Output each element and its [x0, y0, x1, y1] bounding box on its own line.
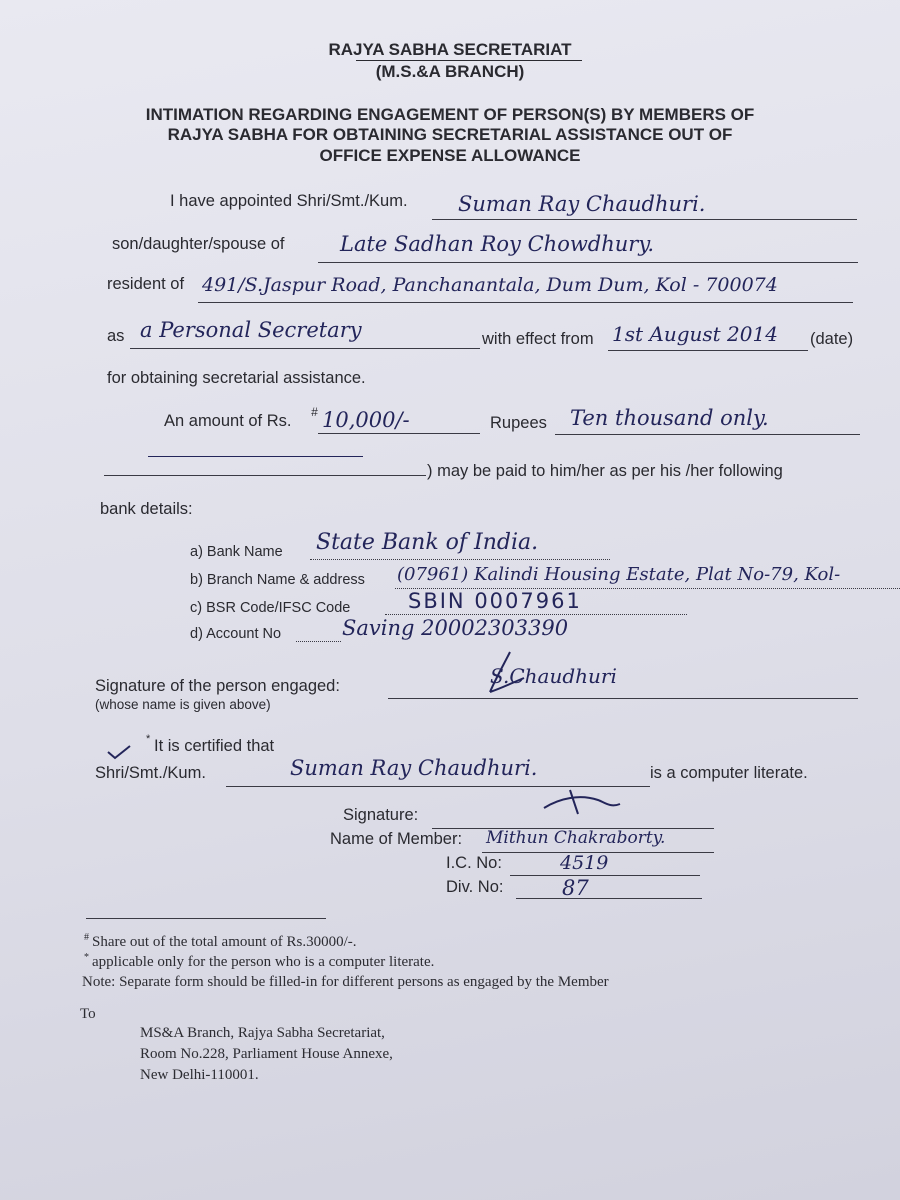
form-title-line-1: INTIMATION REGARDING ENGAGEMENT OF PERSON(S) BY MEMBERS OF	[145, 105, 755, 124]
note-text: Note: Separate form should be filled-in for different persons as engaged by the Member	[82, 974, 609, 990]
amount-marker: #	[311, 405, 318, 419]
relation-value: Late Sadhan Roy Chowdhury.	[340, 232, 655, 256]
org-name: RAJYA SABHA SECRETARIAT	[328, 40, 572, 59]
address-line-1: MS&A Branch, Rajya Sabha Secretariat,	[140, 1025, 385, 1041]
as-line	[130, 348, 480, 349]
address-line-3: New Delhi-110001.	[140, 1067, 259, 1083]
rupees-continuation-line	[104, 475, 426, 476]
address-to: To	[80, 1006, 96, 1022]
branch-name: (M.S.&A BRANCH)	[375, 62, 525, 81]
date-label: (date)	[810, 330, 854, 348]
form-title-line-2: RAJYA SABHA FOR OBTAINING SECRETARIAL ASSISTANCE OUT OF	[167, 125, 733, 144]
engaged-person-signature: S.Chaudhuri	[490, 664, 617, 688]
footnote-2-marker: *	[84, 952, 89, 963]
rupees-line	[555, 434, 860, 435]
computer-literate-text: is a computer literate.	[650, 764, 808, 782]
ifsc-label: c) BSR Code/IFSC Code	[190, 600, 351, 616]
appointed-label: I have appointed Shri/Smt./Kum.	[170, 192, 408, 210]
div-line	[516, 898, 702, 899]
footnote-divider	[86, 918, 326, 919]
appointed-name-value: Suman Ray Chaudhuri.	[458, 192, 706, 216]
branch-value: (07961) Kalindi Housing Estate, Plat No-79, Kol-	[397, 564, 841, 585]
certify-name-value: Suman Ray Chaudhuri.	[290, 756, 538, 780]
effect-date-value: 1st August 2014	[612, 322, 778, 346]
appointed-line	[432, 219, 857, 220]
member-name-label: Name of Member:	[330, 830, 463, 848]
account-label: d) Account No	[190, 626, 282, 642]
bank-details-label: bank details:	[100, 500, 193, 518]
ifsc-value: SBIN 0007961	[408, 589, 582, 613]
resident-line	[198, 302, 853, 303]
ic-line	[510, 875, 700, 876]
signature-line	[388, 698, 858, 699]
member-signature-label: Signature:	[343, 806, 419, 824]
amount-line	[318, 433, 480, 434]
effect-label: with effect from	[482, 330, 594, 348]
certify-label: Shri/Smt./Kum.	[95, 764, 206, 782]
as-value: a Personal Secretary	[140, 318, 362, 342]
relation-line	[318, 262, 858, 263]
check-mark-icon	[106, 742, 132, 762]
amount-continuation-stroke	[148, 456, 363, 457]
amount-label: An amount of Rs.	[164, 412, 292, 430]
amount-value: 10,000/-	[322, 408, 410, 432]
signature-label: Signature of the person engaged:	[95, 677, 340, 695]
bank-name-line	[310, 559, 610, 560]
footnote-1: Share out of the total amount of Rs.30000/-.	[92, 934, 357, 950]
resident-value: 491/S.Jaspur Road, Panchanantala, Dum Dum, Kol - 700074	[202, 274, 778, 296]
member-name-value: Mithun Chakraborty.	[486, 828, 666, 848]
rupees-label: Rupees	[490, 414, 547, 432]
div-value: 87	[562, 876, 589, 900]
bank-name-value: State Bank of India.	[316, 530, 539, 555]
signature-flourish	[480, 648, 540, 700]
purpose-text: for obtaining secretarial assistance.	[107, 369, 366, 387]
member-signature-mark	[540, 784, 630, 820]
resident-label: resident of	[107, 275, 185, 293]
account-value: Saving 20002303390	[342, 616, 569, 640]
ifsc-line	[385, 614, 687, 615]
certify-text: It is certified that	[154, 737, 275, 755]
address-line-2: Room No.228, Parliament House Annexe,	[140, 1046, 393, 1062]
ic-label: I.C. No:	[446, 854, 502, 872]
ic-value: 4519	[560, 852, 609, 874]
paid-text: ) may be paid to him/her as per his /her following	[427, 462, 783, 480]
bank-name-label: a) Bank Name	[190, 544, 283, 560]
account-dots	[296, 641, 341, 642]
effect-line	[608, 350, 808, 351]
branch-label: b) Branch Name & address	[190, 572, 365, 588]
footnote-2: applicable only for the person who is a computer literate.	[92, 954, 435, 970]
rupees-words-value: Ten thousand only.	[570, 406, 769, 430]
certify-marker: *	[146, 733, 151, 745]
footnote-1-marker: #	[84, 932, 89, 943]
form-title-line-3: OFFICE EXPENSE ALLOWANCE	[319, 146, 581, 165]
org-underline	[356, 60, 582, 61]
div-label: Div. No:	[446, 878, 504, 896]
signature-sublabel: (whose name is given above)	[95, 697, 271, 712]
as-label: as	[107, 327, 125, 345]
relation-label: son/daughter/spouse of	[112, 235, 285, 253]
